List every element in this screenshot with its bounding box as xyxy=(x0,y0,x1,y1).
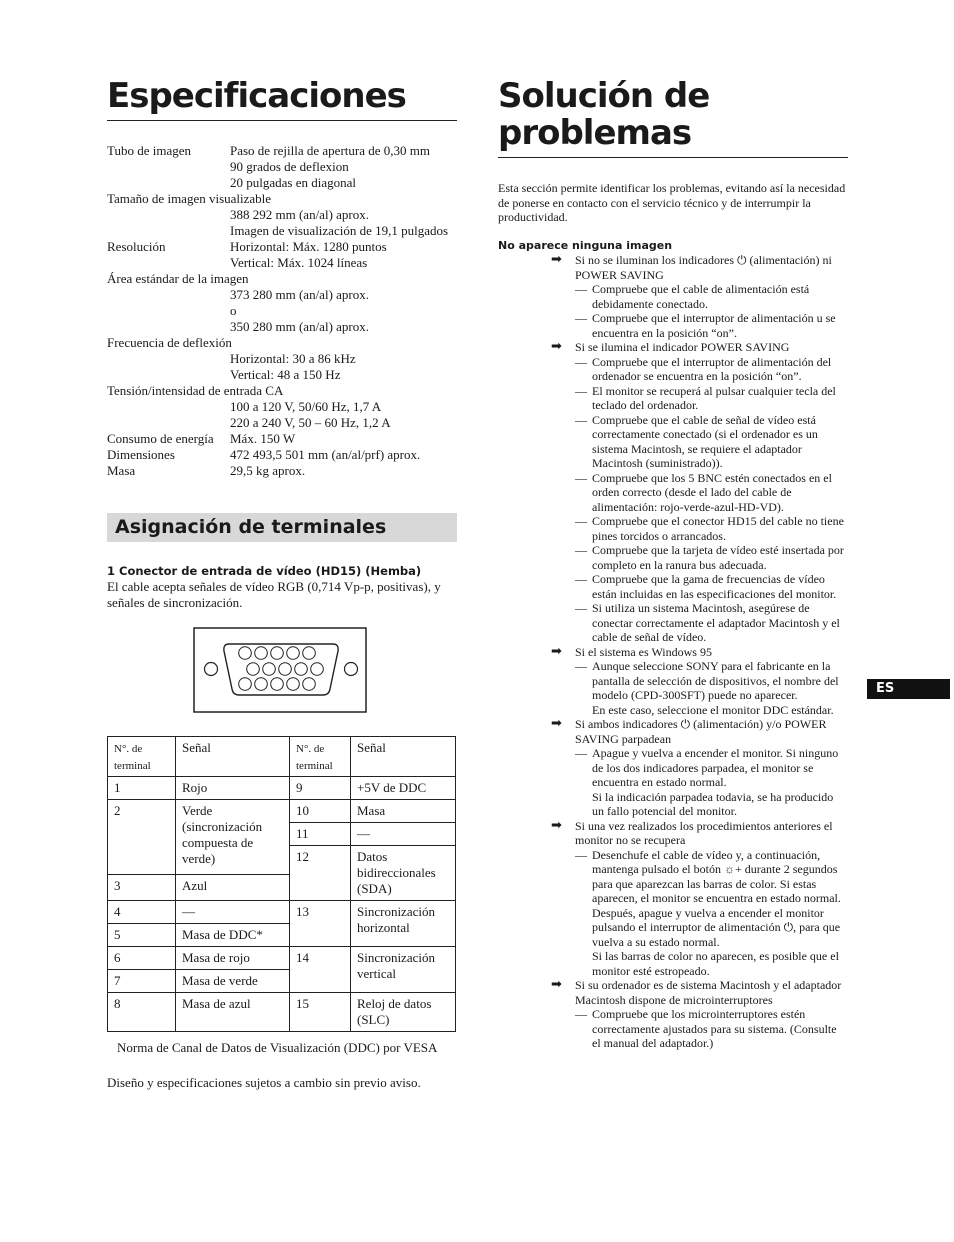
pin-cell: 3 xyxy=(108,874,176,900)
dash-marker: — xyxy=(575,412,587,427)
remedy-text: Compruebe que el interruptor de alimentación u se encuentra en la posición “on”. xyxy=(592,311,836,340)
table-row xyxy=(108,901,456,924)
troubleshooting-column xyxy=(498,78,848,1051)
spec-label: Frecuencia de deflexión xyxy=(107,335,232,350)
signal-cell: Reloj de datos (SLC) xyxy=(351,993,456,1032)
specifications-title: Especificaciones xyxy=(107,78,457,121)
spec-value: Vertical: 48 a 150 Hz xyxy=(230,367,341,382)
pin-cell: 4 xyxy=(108,901,176,924)
spec-value: o xyxy=(230,303,237,318)
remedy-item xyxy=(498,311,848,340)
signal-cell: Masa xyxy=(351,800,456,823)
remedy-item xyxy=(498,572,848,601)
no-image-subheading: No aparece ninguna imagen xyxy=(498,238,673,252)
spec-row xyxy=(107,463,457,479)
spec-value: Horizontal: Máx. 1280 puntos xyxy=(230,239,387,254)
signal-cell: Rojo xyxy=(176,777,290,800)
remedy-item xyxy=(498,413,848,471)
troubleshooting-intro: Esta sección permite identificar los problemas, evitando así la necesidad de ponerse en contacto con el servicio técnico y de interrumpir la productividad. xyxy=(498,181,846,224)
pin-cell: 11 xyxy=(290,823,351,846)
remedy-text: El monitor se recuperá al pulsar cualquier tecla del teclado del ordenador. xyxy=(592,383,836,412)
arrow-icon: ➡ xyxy=(551,977,562,992)
pin-cell: 9 xyxy=(290,777,351,800)
hd15-connector-icon xyxy=(193,627,367,713)
pin-cell: 15 xyxy=(290,993,351,1032)
dash-marker: — xyxy=(575,601,587,615)
spec-value: Paso de rejilla de apertura de 0,30 mm xyxy=(230,143,430,158)
spec-value: Máx. 150 W xyxy=(230,431,296,446)
remedy-text: Compruebe que la tarjeta de vídeo esté insertada por completo en la ranura bus adecuada. xyxy=(592,543,844,572)
dash-marker: — xyxy=(575,543,587,557)
spec-value: 100 a 120 V, 50/60 Hz, 1,7 A xyxy=(230,399,382,414)
pin-cell: 14 xyxy=(290,947,351,993)
remedy-text: Si utiliza un sistema Macintosh, asegúrese de conectar correctamente el adaptador Macintosh y el cable de señal de vídeo. xyxy=(592,601,840,644)
spec-value: Horizontal: 30 a 86 kHz xyxy=(230,351,356,366)
signal-cell: Sincronización horizontal xyxy=(351,901,456,947)
connector-description: El cable acepta señales de vídeo RGB (0,714 Vp-p, positivas), y señales de sincronización. xyxy=(107,579,441,610)
spec-value: Imagen de visualización de 19,1 pulgados xyxy=(230,223,449,238)
table-header: N°. de terminal xyxy=(290,737,351,777)
dash-marker: — xyxy=(575,746,587,760)
remedy-text: Compruebe que los microinterruptores estén correctamente ajustados para su sistema. (Consulte el manual del adaptador.) xyxy=(592,1007,837,1050)
pin-cell: 10 xyxy=(290,800,351,823)
remedy-item xyxy=(498,848,848,979)
connector-subheading: 1 Conector de entrada de vídeo (HD15) (Hemba) xyxy=(107,564,422,578)
spec-value: 350 280 mm (an/al) aprox. xyxy=(230,319,369,334)
table-row xyxy=(108,947,456,970)
pin-cell: 7 xyxy=(108,970,176,993)
arrow-icon: ➡ xyxy=(551,339,562,354)
dash-marker: — xyxy=(575,659,587,673)
pin-cell: 12 xyxy=(290,846,351,901)
symptom-item xyxy=(498,253,848,282)
remedy-item xyxy=(498,659,848,717)
spec-label: Área estándar de la imagen xyxy=(107,271,249,286)
spec-value: 29,5 kg aprox. xyxy=(230,463,306,478)
remedy-text: Apague y vuelva a encender el monitor. Si ninguno de los dos indicadores parpadea, el monitor se encuentra en estado normal. Si la indicación parpadea todavia, se ha producido un fallo potencial del monitor. xyxy=(592,746,839,818)
pin-cell: 5 xyxy=(108,924,176,947)
table-header-row xyxy=(108,737,456,777)
spec-value: 220 a 240 V, 50 – 60 Hz, 1,2 A xyxy=(230,415,391,430)
pin-assignment-table xyxy=(107,736,456,1032)
spec-row xyxy=(107,239,457,255)
ddc-footnote: Norma de Canal de Datos de Visualización (DDC) por VESA xyxy=(117,1040,438,1055)
troubleshooting-title xyxy=(498,78,848,158)
symptom-text: Si su ordenador es de sistema Macintosh y el adaptador Macintosh dispone de microinterruptores xyxy=(575,978,842,1007)
dash-marker: — xyxy=(575,282,587,296)
symptom-item xyxy=(498,819,848,848)
language-tab: ES xyxy=(867,679,950,699)
spec-row xyxy=(107,143,457,159)
pin-cell: 1 xyxy=(108,777,176,800)
spec-label: Tensión/intensidad de entrada CA xyxy=(107,383,284,398)
title-line: problemas xyxy=(498,113,692,153)
symptom-item xyxy=(498,978,848,1007)
symptom-item xyxy=(498,717,848,746)
signal-cell: Masa de azul xyxy=(176,993,290,1032)
spec-label: Dimensiones xyxy=(107,447,175,462)
pin-cell: 6 xyxy=(108,947,176,970)
table-row xyxy=(108,993,456,1032)
spec-list xyxy=(107,143,457,479)
table-header: N°. de terminal xyxy=(108,737,176,777)
remedy-item xyxy=(498,601,848,645)
title-line: Solución de xyxy=(498,76,710,116)
spec-label: Resolución xyxy=(107,239,166,254)
remedy-item xyxy=(498,746,848,819)
dash-marker: — xyxy=(575,514,587,528)
spec-value: 20 pulgadas en diagonal xyxy=(230,175,356,190)
spec-label: Masa xyxy=(107,463,136,478)
pin-cell: 8 xyxy=(108,993,176,1032)
dash-marker: — xyxy=(575,470,587,485)
remedy-item xyxy=(498,355,848,384)
spec-label: Tubo de imagen xyxy=(107,143,192,158)
signal-cell: Masa de verde xyxy=(176,970,290,993)
remedy-text: Desenchufe el cable de vídeo y, a continuación, mantenga pulsado el botón ☼+ durante 2 segundos para que aparezcan las barras de color. Si estas aparecen, el monitor se encuentra en estado normal. Después, apague y vuelva a encender el monitor pulsando el interruptor de alimentación ⏻, para que vuelva a su estado normal. Si las barras de color no aparecen, es posible que el monitor esté estropeado. xyxy=(592,847,841,978)
arrow-icon: ➡ xyxy=(551,716,562,731)
spec-value: 90 grados de deflexion xyxy=(230,159,349,174)
signal-cell: Masa de rojo xyxy=(176,947,290,970)
signal-cell: Datos bidireccionales (SDA) xyxy=(351,846,456,901)
arrow-icon: ➡ xyxy=(551,252,562,267)
spec-label: Consumo de energía xyxy=(107,431,214,446)
table-row xyxy=(108,777,456,800)
remedy-text: Compruebe que la gama de frecuencias de vídeo están incluidas en las especificaciones del monitor. xyxy=(592,572,837,601)
specifications-column xyxy=(107,78,457,1091)
dash-marker: — xyxy=(575,311,587,325)
signal-cell: Verde (sincronización compuesta de verde) xyxy=(176,800,290,875)
change-notice: Diseño y especificaciones sujetos a cambio sin previo aviso. xyxy=(107,1075,421,1090)
remedy-text: Compruebe que los 5 BNC estén conectados en el orden correcto (desde el lado del cable de alimentación: rojo-verde-azul-HD-VD). xyxy=(592,470,832,514)
spec-value: 388 292 mm (an/al) aprox. xyxy=(230,207,369,222)
symptom-text: Si el sistema es Windows 95 xyxy=(575,644,712,659)
remedy-text: Aunque seleccione SONY para el fabricante en la pantalla de selección de dispositivos, el nombre del modelo (CPD-300SFT) puede no aparecer. En este caso, seleccione el monitor DDC estándar. xyxy=(592,659,839,717)
signal-cell: Masa de DDC* xyxy=(176,924,290,947)
symptom-text: Si no se iluminan los indicadores ⏻ (alimentación) ni POWER SAVING xyxy=(575,253,832,282)
remedy-item xyxy=(498,282,848,311)
spec-value: Vertical: Máx. 1024 líneas xyxy=(230,255,368,270)
signal-cell: — xyxy=(351,823,456,846)
remedy-text: Compruebe que el cable de señal de vídeo está correctamente conectado (si el ordenador es un sistema Macintosh, se requiere el adaptador Macintosh (suministrado)). xyxy=(592,412,818,470)
spec-value: 472 493,5 501 mm (an/al/prf) aprox. xyxy=(230,447,421,462)
remedy-item xyxy=(498,543,848,572)
symptom-text: Si una vez realizados los procedimientos anteriores el monitor no se recupera xyxy=(575,818,833,847)
arrow-icon: ➡ xyxy=(551,817,562,833)
remedy-text: Compruebe que el conector HD15 del cable no tiene pines torcidos o arrancados. xyxy=(592,514,844,543)
signal-cell: Azul xyxy=(176,874,290,900)
terminals-heading: Asignación de terminales xyxy=(107,513,457,542)
dash-marker: — xyxy=(575,572,587,586)
dash-marker: — xyxy=(575,847,587,862)
table-header: Señal xyxy=(351,737,456,777)
spec-value: 373 280 mm (an/al) aprox. xyxy=(230,287,369,302)
table-header: Señal xyxy=(176,737,290,777)
symptom-text: Si se ilumina el indicador POWER SAVING xyxy=(575,340,790,354)
symptom-item xyxy=(498,340,848,355)
remedy-item xyxy=(498,1007,848,1051)
dash-marker: — xyxy=(575,383,587,398)
dash-marker: — xyxy=(575,354,587,369)
remedy-item xyxy=(498,384,848,413)
symptom-text: Si ambos indicadores ⏻ (alimentación) y/o POWER SAVING parpadean xyxy=(575,717,827,746)
pin-cell: 2 xyxy=(108,800,176,875)
pin-cell: 13 xyxy=(290,901,351,947)
signal-cell: Sincronización vertical xyxy=(351,947,456,993)
remedy-text: Compruebe que el cable de alimentación está debidamente conectado. xyxy=(592,282,810,311)
dash-marker: — xyxy=(575,1007,587,1021)
spec-row xyxy=(107,431,457,447)
spec-label: Tamaño de imagen visualizable xyxy=(107,191,272,206)
remedy-text: Compruebe que el interruptor de alimentación del ordenador se encuentra en la posición “on”. xyxy=(592,354,832,383)
table-row xyxy=(108,800,456,823)
symptom-list xyxy=(498,253,848,1051)
symptom-item xyxy=(498,645,848,660)
signal-cell: — xyxy=(176,901,290,924)
remedy-item xyxy=(498,471,848,515)
remedy-item xyxy=(498,514,848,543)
arrow-icon: ➡ xyxy=(551,643,562,659)
signal-cell: +5V de DDC xyxy=(351,777,456,800)
spec-row xyxy=(107,447,457,463)
